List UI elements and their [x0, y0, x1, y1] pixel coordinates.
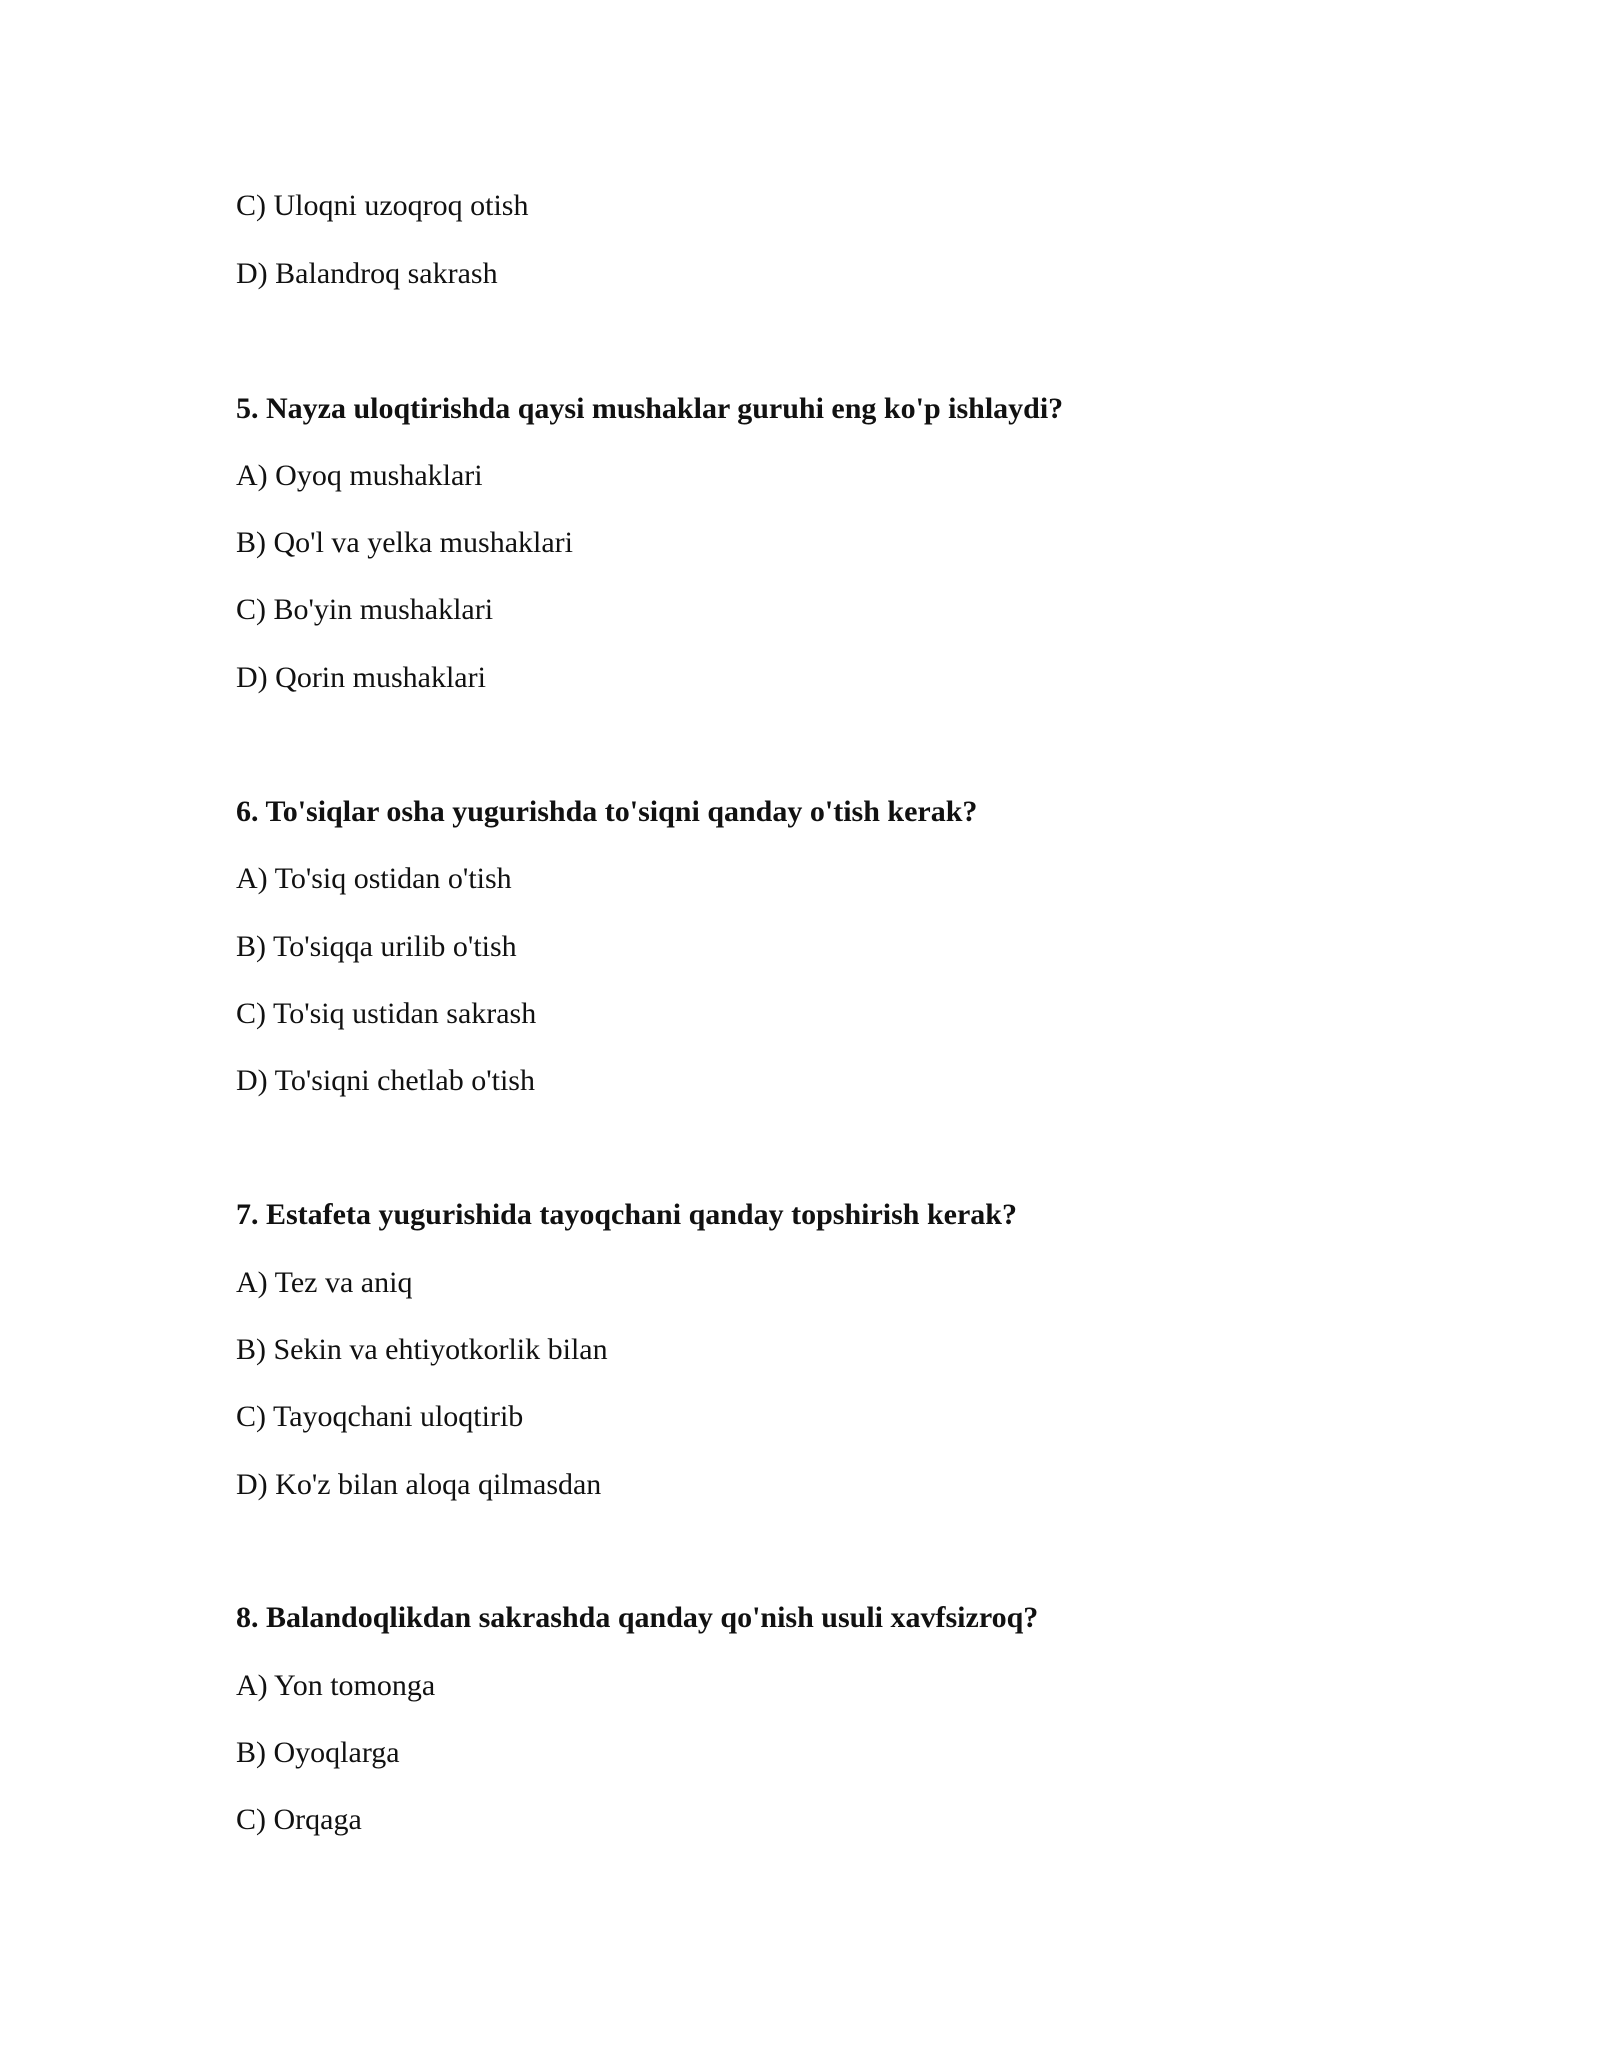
answer-option: C) Orqaga [236, 1803, 362, 1836]
answer-option: B) Sekin va ehtiyotkorlik bilan [236, 1333, 608, 1366]
answer-option: B) Oyoqlarga [236, 1736, 400, 1769]
question-heading: 6. To'siqlar osha yugurishda to'siqni qanday o'tish kerak? [236, 795, 978, 828]
question-heading: 7. Estafeta yugurishida tayoqchani qanday topshirish kerak? [236, 1198, 1017, 1231]
answer-option: D) Ko'z bilan aloqa qilmasdan [236, 1468, 602, 1501]
answer-option: C) Bo'yin mushaklari [236, 593, 494, 626]
answer-option: D) Balandroq sakrash [236, 257, 498, 290]
answer-option: C) To'siq ustidan sakrash [236, 997, 537, 1030]
answer-option: D) Qorin mushaklari [236, 661, 486, 694]
answer-option: C) Uloqni uzoqroq otish [236, 189, 529, 222]
answer-option: B) To'siqqa urilib o'tish [236, 930, 517, 963]
answer-option: B) Qo'l va yelka mushaklari [236, 526, 573, 559]
answer-option: A) Oyoq mushaklari [236, 459, 483, 492]
answer-option: A) Yon tomonga [236, 1669, 436, 1702]
answer-option: C) Tayoqchani uloqtirib [236, 1400, 524, 1433]
answer-option: D) To'siqni chetlab o'tish [236, 1064, 535, 1097]
answer-option: A) To'siq ostidan o'tish [236, 862, 512, 895]
question-heading: 5. Nayza uloqtirishda qaysi mushaklar guruhi eng ko'p ishlaydi? [236, 392, 1064, 425]
answer-option: A) Tez va aniq [236, 1266, 413, 1299]
question-heading: 8. Balandoqlikdan sakrashda qanday qo'nish usuli xavfsizroq? [236, 1601, 1039, 1634]
